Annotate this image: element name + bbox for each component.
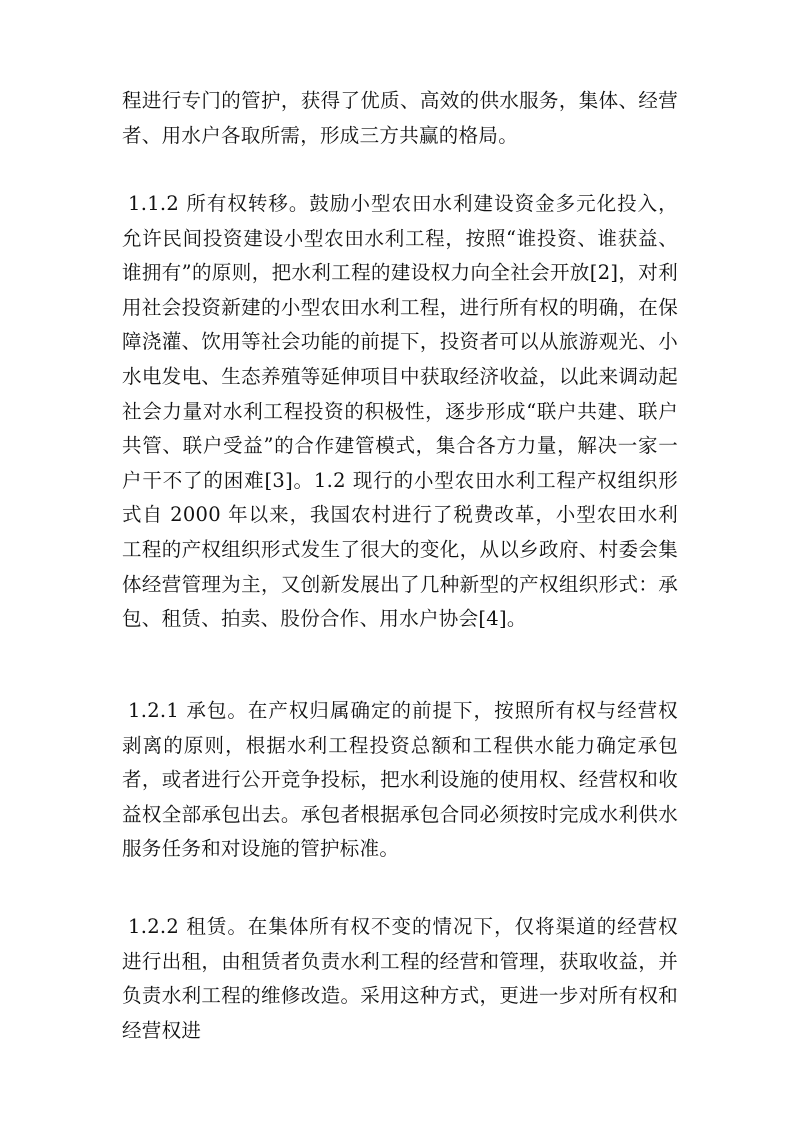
paragraph-1: 程进行专门的管护，获得了优质、高效的供水服务，集体、经营者、用水户各取所需，形成三方共赢的格局。 <box>122 89 678 147</box>
paragraph-4: 1.2.2 租赁。在集体所有权不变的情况下，仅将渠道的经营权进行出租，由租赁者负责水利工程的经营和管理，获取收益，并负责水利工程的维修改造。采用这种方式，更进一步对所有权和经营权进 <box>122 915 678 1042</box>
paragraph-3: 1.2.1 承包。在产权归属确定的前提下，按照所有权与经营权剥离的原则，根据水利工程投资总额和工程供水能力确定承包者，或者进行公开竞争投标，把水利设施的使用权、经营权和收益权全部承包出去。承包者根据承包合同必须按时完成水利供水服务任务和对设施的管护标准。 <box>122 699 678 861</box>
paragraph-2: 1.1.2 所有权转移。鼓励小型农田水利建设资金多元化投入，允许民间投资建设小型农田水利工程，按照“谁投资、谁获益、谁拥有”的原则，把水利工程的建设权力向全社会开放[2]，对利用社会投资新建的小型农田水利工程，进行所有权的明确，在保障浇灌、饮用等社会功能的前提下，投资者可以从旅游观光、小水电发电、生态养殖等延伸项目中获取经济收益，以此来调动起社会力量对水利工程投资的积极性，逐步形成“联户共建、联户共管、联户受益”的合作建管模式，集合各方力量，解决一家一户干不了的困难[3]。1.2 现行的小型农田水利工程产权组织形式自 2000 年以来，我国农村进行了税费改革，小型农田水利工程的产权组织形式发生了很大的变化，从以乡政府、村委会集体经营管理为主，又创新发展出了几种新型的产权组织形式：承包、租赁、拍卖、股份合作、用水户协会[4]。 <box>122 192 678 631</box>
